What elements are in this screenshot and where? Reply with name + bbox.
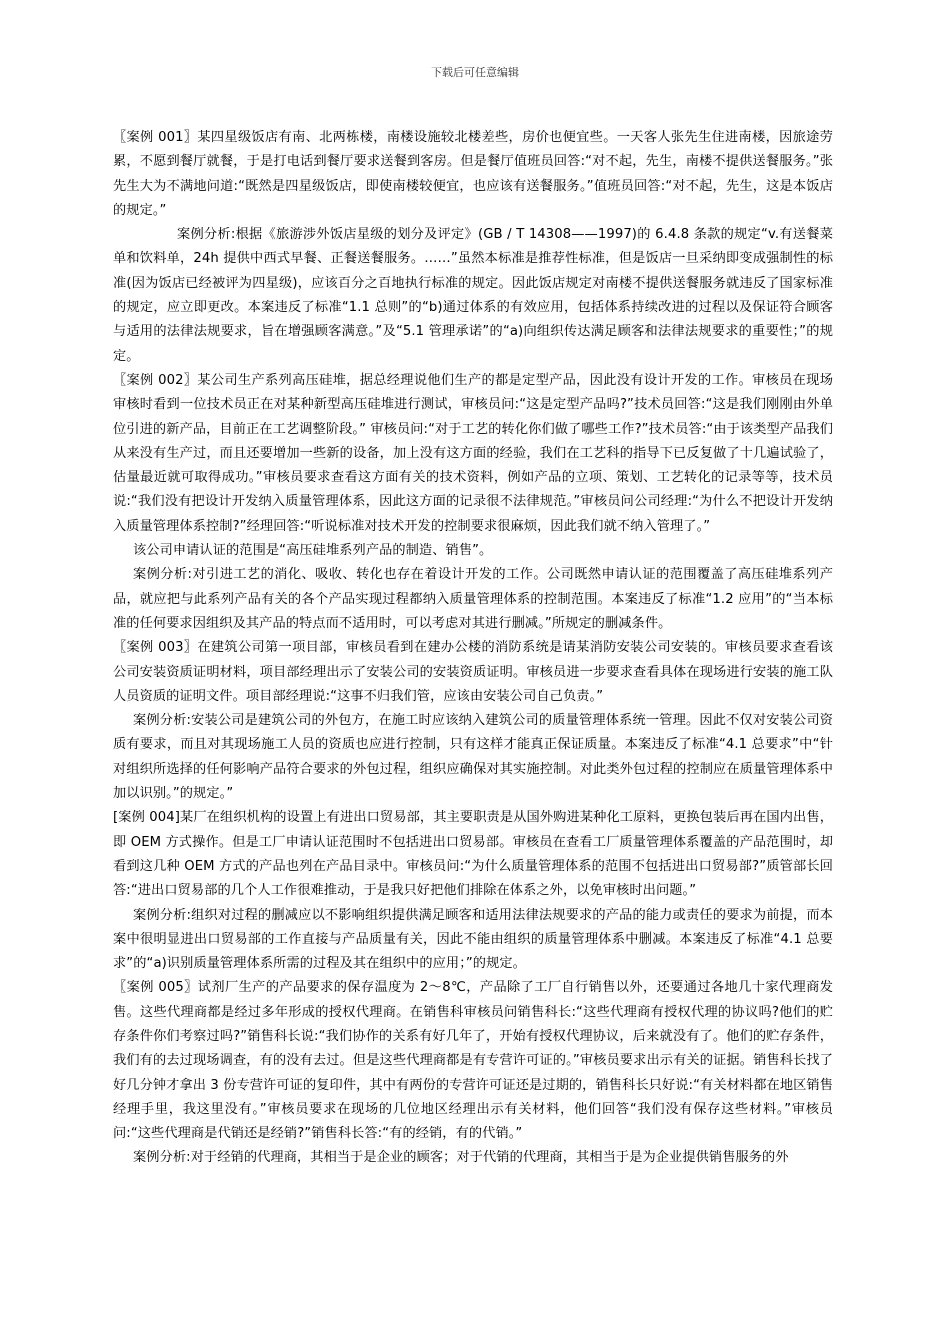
case-005-analysis-paragraph: 案例分析:对于经销的代理商，其相当于是企业的顾客；对于代销的代理商，其相当于是为企业提供销售服务的外 (133, 1150, 789, 1166)
case-004-paragraph: [案例 004]某厂在组织机构的设置上有进出口贸易部，其主要职责是从国外购进某种化工原料，更换包装后再在国内出售，即 OEM 方式操作。但是工厂申请认证范围时不包括进出口贸易部。审核员在查看工厂质量管理体系覆盖的产品范围时，却看到这几种 OEM 方式的产品也列在产品目录中。审核员问:“为什么质量管理体系的范围不包括进出口贸易部?”质管部长回答:“进出口贸易部的几个人工作很难推动，于是我只好把他们排除在体系之外，以免审核时出问题。” (113, 810, 833, 899)
case-001-analysis-paragraph: 案例分析:根据《旅游涉外饭店星级的划分及评定》(GB / T 14308——1997)的 6.4.8 条款的规定“v.有送餐菜单和饮料单，24h 提供中西式早餐、正餐送餐服务。……”虽然本标准是推荐性标准，但是饭店一旦采纳即变成强制性的标准(因为饭店已经被评为四星级)，应该百分之百地执行标准的规定。因此饭店规定对南楼不提供送餐服务就违反了国家标准的规定，应立即更改。本案违反了标准“1.1 总则”的“b)通过体系的有效应用，包括体系持续改进的过程以及保证符合顾客与适用的法律法规要求，旨在增强顾客满意。”及“5.1 管理承诺”的“a)向组织传达满足顾客和法律法规要求的重要性；”的规定。 (113, 227, 833, 364)
page-header: 下载后可任意编辑 (431, 66, 519, 79)
case-002-scope-paragraph: 该公司申请认证的范围是“高压硅堆系列产品的制造、销售”。 (133, 543, 493, 559)
case-002-paragraph: 〖案例 002〗某公司生产系列高压硅堆，据总经理说他们生产的都是定型产品，因此没有设计开发的工作。审核员在现场审核时看到一位技术员正在对某种新型高压硅堆进行测试，审核员问:“这是定型产品吗?”技术员回答:“这是我们刚刚由外单位引进的新产品，目前正在工艺调整阶段。” 审核员问:“对于工艺的转化你们做了哪些工作?”技术员答:“由于该类型产品我们从来没有生产过，而且还要增加一些新的设备，加上没有这方面的经验，我们在工艺科的指导下已反复做了十几遍试验了，估量最近就可取得成功。”审核员要求查看这方面有关的技术资料，例如产品的立项、策划、工艺转化的记录等等，技术员说:“我们没有把设计开发纳入质量管理体系，因此这方面的记录很不法律规范。”审核员问公司经理:“为什么不把设计开发纳入质量管理体系控制?”经理回答:“听说标准对技术开发的控制要求很麻烦，因此我们就不纳入管理了。” (113, 372, 833, 534)
case-002-analysis-paragraph: 案例分析:对引进工艺的消化、吸收、转化也存在着设计开发的工作。公司既然申请认证的范围覆盖了高压硅堆系列产品，就应把与此系列产品有关的各个产品实现过程都纳入质量管理体系的控制范围。本案违反了标准“1.2 应用”的“当本标准的任何要求因组织及其产品的特点而不适用时，可以考虑对其进行删减。”所规定的删减条件。 (113, 567, 833, 631)
document-body (113, 126, 833, 1171)
case-003-paragraph: 〖案例 003〗在建筑公司第一项目部，审核员看到在建办公楼的消防系统是请某消防安装公司安装的。审核员要求查看该公司安装资质证明材料，项目部经理出示了安装公司的安装资质证明。审核员进一步要求查看具体在现场进行安装的施工队人员资质的证明文件。项目部经理说:“这事不归我们管，应该由安装公司自己负责。” (113, 640, 833, 704)
case-003-analysis-paragraph: 案例分析:安装公司是建筑公司的外包方，在施工时应该纳入建筑公司的质量管理体系统一管理。因此不仅对安装公司资质有要求，而且对其现场施工人员的资质也应进行控制，只有这样才能真正保证质量。本案违反了标准“4.1 总要求”中“针对组织所选择的任何影响产品符合要求的外包过程，组织应确保对其实施控制。对此类外包过程的控制应在质量管理体系中加以识别。”的规定。” (113, 713, 833, 802)
case-004-analysis-paragraph: 案例分析:组织对过程的删减应以不影响组织提供满足顾客和适用法律法规要求的产品的能力或责任的要求为前提，而本案中很明显进出口贸易部的工作直接与产品质量有关，因此不能由组织的质量管理体系中删减。本案违反了标准“4.1 总要求”的“a)识别质量管理体系所需的过程及其在组织中的应用；”的规定。 (113, 907, 833, 972)
case-005-paragraph: 〖案例 005〗试剂厂生产的产品要求的保存温度为 2～8℃，产品除了工厂自行销售以外，还要通过各地几十家代理商发售。这些代理商都是经过多年形成的授权代理商。在销售科审核员问销售科长:“这些代理商有授权代理的协议吗?他们的贮存条件你们考察过吗?”销售科长说:“我们协作的关系有好几年了，开始有授权代理协议，后来就没有了。他们的贮存条件，我们有的去过现场调查，有的没有去过。但是这些代理商都是有专营许可证的。”审核员要求出示有关的证据。销售科长找了好几分钟才拿出 3 份专营许可证的复印件，其中有两份的专营许可证还是过期的，销售科长只好说:“有关材料都在地区销售经理手里，我这里没有。”审核员要求在现场的几位地区经理出示有关材料，他们回答“我们没有保存这些材料。”审核员问:“这些代理商是代销还是经销?”销售科长答:“有的经销，有的代销。” (113, 980, 833, 1142)
case-001-paragraph: 〖案例 001〗某四星级饭店有南、北两栋楼，南楼设施较北楼差些，房价也便宜些。一天客人张先生住进南楼，因旅途劳累，不愿到餐厅就餐，于是打电话到餐厅要求送餐到客房。但是餐厅值班员回答:“对不起，先生，南楼不提供送餐服务。”张先生大为不满地问道:“既然是四星级饭店，即使南楼较便宜，也应该有送餐服务。”值班员回答:“对不起，先生，这是本饭店的规定。” (113, 130, 833, 218)
